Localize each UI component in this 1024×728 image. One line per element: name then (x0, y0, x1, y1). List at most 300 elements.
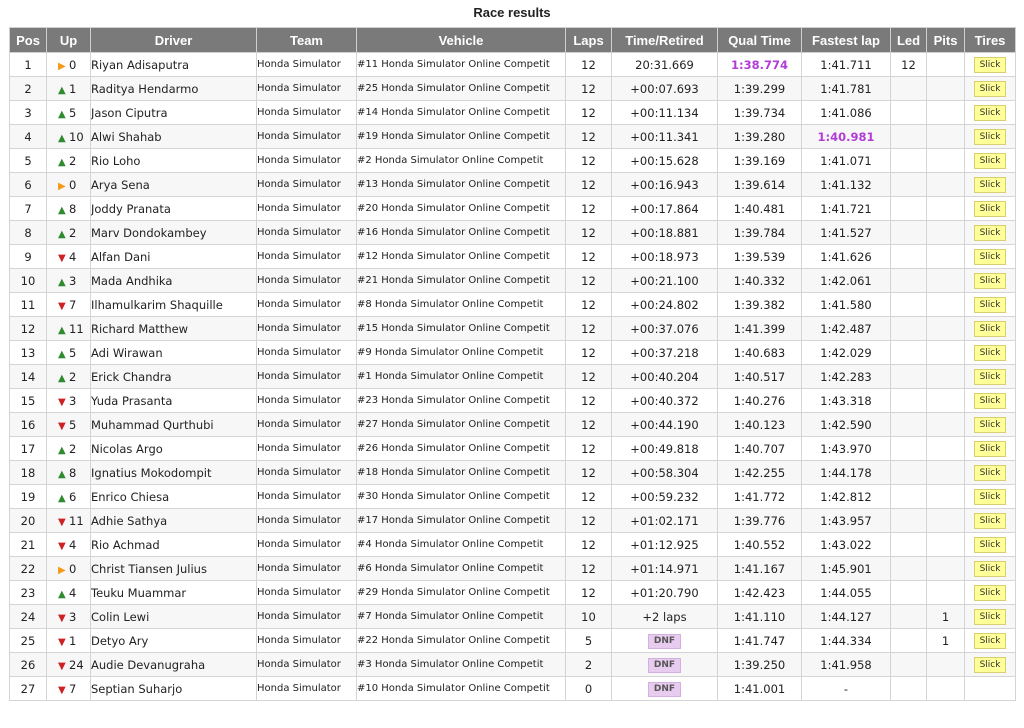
driver-cell (91, 317, 257, 341)
tires-cell (965, 461, 1016, 485)
qual-time-cell: 1:42.255 (718, 461, 802, 485)
tire-badge: Slick (974, 153, 1007, 169)
laps-cell: 12 (566, 581, 612, 605)
time-retired-cell: +00:18.973 (612, 245, 718, 269)
laps-cell: 12 (566, 173, 612, 197)
laps-cell: 12 (566, 317, 612, 341)
time-retired-cell: +00:11.134 (612, 101, 718, 125)
team-cell: Honda Simulator (257, 605, 357, 629)
fastest-lap-cell: 1:41.132 (802, 173, 891, 197)
driver-name: Erick Chandra (91, 369, 172, 384)
driver-name: Jason Ciputra (91, 105, 168, 120)
arrow-right-icon: ▶ (58, 564, 66, 576)
tire-badge: Slick (974, 537, 1007, 553)
race-results-table (9, 27, 1016, 701)
tires-cell (965, 557, 1016, 581)
positions-gained (47, 130, 90, 144)
positions-gained-value: 1 (69, 81, 77, 96)
team-cell: Honda Simulator (257, 53, 357, 77)
tire-badge: Slick (974, 177, 1007, 193)
positions-gained (47, 658, 90, 672)
tire-badge: Slick (974, 585, 1007, 601)
fastest-lap-cell: 1:41.580 (802, 293, 891, 317)
tires-cell (965, 653, 1016, 677)
pits-cell (927, 125, 965, 149)
laps-cell: 12 (566, 101, 612, 125)
pits-cell (927, 581, 965, 605)
arrow-up-icon: ▲ (58, 84, 66, 96)
driver-name: Audie Devanugraha (91, 657, 206, 672)
column-header-team[interactable]: Team (257, 28, 357, 53)
tires-cell (965, 245, 1016, 269)
time-retired-cell: 20:31.669 (612, 53, 718, 77)
qual-time-cell: 1:41.167 (718, 557, 802, 581)
team-cell: Honda Simulator (257, 365, 357, 389)
vehicle-cell: #7 Honda Simulator Online Competit (357, 605, 566, 629)
driver-name: Muhammad Qurthubi (91, 417, 214, 432)
led-cell (891, 509, 927, 533)
qual-time-cell: 1:40.552 (718, 533, 802, 557)
led-cell (891, 221, 927, 245)
team-cell: Honda Simulator (257, 149, 357, 173)
vehicle-cell: #12 Honda Simulator Online Competit (357, 245, 566, 269)
position-cell: 22 (10, 557, 47, 581)
driver-name: Alwi Shahab (91, 129, 162, 144)
table-row (10, 533, 1016, 557)
driver-cell (91, 221, 257, 245)
time-retired-cell (612, 653, 718, 677)
positions-gained (47, 394, 90, 408)
positions-gained-cell (47, 629, 91, 653)
position-cell: 14 (10, 365, 47, 389)
positions-gained-cell (47, 605, 91, 629)
positions-gained (47, 610, 90, 624)
fastest-lap-cell: 1:42.061 (802, 269, 891, 293)
time-retired-cell: +00:24.802 (612, 293, 718, 317)
time-retired-cell: +00:44.190 (612, 413, 718, 437)
qual-time-cell: 1:39.776 (718, 509, 802, 533)
table-row (10, 437, 1016, 461)
table-row (10, 389, 1016, 413)
tire-badge: Slick (974, 657, 1007, 673)
positions-gained-value: 7 (69, 681, 77, 696)
positions-gained-cell (47, 557, 91, 581)
driver-cell (91, 293, 257, 317)
fastest-lap-cell: 1:41.711 (802, 53, 891, 77)
column-header-pits[interactable]: Pits (927, 28, 965, 53)
led-cell (891, 77, 927, 101)
tires-cell (965, 269, 1016, 293)
arrow-up-icon: ▲ (58, 372, 66, 384)
led-cell (891, 629, 927, 653)
time-retired-cell: +00:49.818 (612, 437, 718, 461)
pits-cell (927, 77, 965, 101)
table-row (10, 245, 1016, 269)
column-header-qual-time[interactable]: Qual Time (718, 28, 802, 53)
positions-gained (47, 178, 90, 192)
led-cell (891, 557, 927, 581)
driver-name: Nicolas Argo (91, 441, 163, 456)
results-body (10, 53, 1016, 701)
dnf-badge: DNF (648, 658, 681, 673)
led-cell (891, 389, 927, 413)
positions-gained-cell (47, 365, 91, 389)
tire-badge: Slick (974, 273, 1007, 289)
position-cell: 5 (10, 149, 47, 173)
time-retired-cell: +01:20.790 (612, 581, 718, 605)
qual-time-cell: 1:39.250 (718, 653, 802, 677)
positions-gained-value: 24 (69, 657, 84, 672)
position-cell: 11 (10, 293, 47, 317)
tire-badge: Slick (974, 225, 1007, 241)
tires-cell (965, 437, 1016, 461)
tire-badge: Slick (974, 201, 1007, 217)
fastest-lap-cell: 1:41.626 (802, 245, 891, 269)
arrow-down-icon: ▼ (58, 516, 66, 528)
tires-cell (965, 53, 1016, 77)
qual-time-cell: 1:40.517 (718, 365, 802, 389)
fastest-lap-cell: 1:41.086 (802, 101, 891, 125)
led-cell: 12 (891, 53, 927, 77)
pits-cell (927, 197, 965, 221)
qual-time-cell: 1:38.774 (718, 53, 802, 77)
position-cell: 16 (10, 413, 47, 437)
fastest-lap-cell: 1:40.981 (802, 125, 891, 149)
positions-gained-cell (47, 125, 91, 149)
positions-gained (47, 106, 90, 120)
team-cell: Honda Simulator (257, 437, 357, 461)
tires-cell (965, 197, 1016, 221)
driver-cell (91, 53, 257, 77)
fastest-lap-cell: 1:43.970 (802, 437, 891, 461)
arrow-up-icon: ▲ (58, 156, 66, 168)
position-cell: 27 (10, 677, 47, 701)
positions-gained-cell (47, 293, 91, 317)
pits-cell (927, 317, 965, 341)
team-cell: Honda Simulator (257, 317, 357, 341)
led-cell (891, 605, 927, 629)
positions-gained (47, 250, 90, 264)
team-cell: Honda Simulator (257, 629, 357, 653)
led-cell (891, 461, 927, 485)
led-cell (891, 317, 927, 341)
position-cell: 7 (10, 197, 47, 221)
tires-cell (965, 317, 1016, 341)
arrow-right-icon: ▶ (58, 60, 66, 72)
team-cell: Honda Simulator (257, 509, 357, 533)
column-header-vehicle[interactable]: Vehicle (357, 28, 566, 53)
qual-time-cell: 1:41.399 (718, 317, 802, 341)
led-cell (891, 341, 927, 365)
driver-cell (91, 557, 257, 581)
led-cell (891, 197, 927, 221)
dnf-badge: DNF (648, 682, 681, 697)
led-cell (891, 101, 927, 125)
vehicle-cell: #3 Honda Simulator Online Competit (357, 653, 566, 677)
vehicle-cell: #13 Honda Simulator Online Competit (357, 173, 566, 197)
arrow-down-icon: ▼ (58, 420, 66, 432)
qual-time-cell: 1:41.110 (718, 605, 802, 629)
positions-gained (47, 466, 90, 480)
position-cell: 25 (10, 629, 47, 653)
arrow-up-icon: ▲ (58, 108, 66, 120)
driver-cell (91, 173, 257, 197)
positions-gained-value: 2 (69, 225, 77, 240)
qual-time-cell: 1:41.772 (718, 485, 802, 509)
laps-cell: 12 (566, 509, 612, 533)
tires-cell (965, 101, 1016, 125)
position-cell: 26 (10, 653, 47, 677)
tires-cell (965, 341, 1016, 365)
tire-badge: Slick (974, 249, 1007, 265)
fastest-lap-cell: 1:44.178 (802, 461, 891, 485)
positions-gained-value: 5 (69, 417, 77, 432)
pits-cell (927, 245, 965, 269)
qual-time-cell: 1:39.280 (718, 125, 802, 149)
driver-name: Adhie Sathya (91, 513, 168, 528)
positions-gained-cell (47, 317, 91, 341)
positions-gained (47, 514, 90, 528)
table-row (10, 101, 1016, 125)
tires-cell (965, 221, 1016, 245)
driver-cell (91, 485, 257, 509)
column-header-pos[interactable]: Pos (10, 28, 47, 53)
position-cell: 23 (10, 581, 47, 605)
fastest-lap-cell: 1:45.901 (802, 557, 891, 581)
column-header-up[interactable]: Up (47, 28, 91, 53)
positions-gained-value: 3 (69, 609, 77, 624)
laps-cell: 12 (566, 533, 612, 557)
arrow-up-icon: ▲ (58, 132, 66, 144)
driver-name: Raditya Hendarmo (91, 81, 199, 96)
qual-time-cell: 1:39.734 (718, 101, 802, 125)
fastest-lap-cell: 1:42.590 (802, 413, 891, 437)
pits-cell (927, 53, 965, 77)
laps-cell: 12 (566, 221, 612, 245)
qual-time-cell: 1:40.683 (718, 341, 802, 365)
positions-gained-value: 10 (69, 129, 84, 144)
driver-cell (91, 197, 257, 221)
time-retired-cell: +00:37.218 (612, 341, 718, 365)
vehicle-cell: #26 Honda Simulator Online Competit (357, 437, 566, 461)
vehicle-cell: #18 Honda Simulator Online Competit (357, 461, 566, 485)
driver-name: Mada Andhika (91, 273, 173, 288)
team-cell: Honda Simulator (257, 533, 357, 557)
pits-cell: 1 (927, 605, 965, 629)
fastest-lap-cell: 1:44.334 (802, 629, 891, 653)
table-row (10, 293, 1016, 317)
vehicle-cell: #20 Honda Simulator Online Competit (357, 197, 566, 221)
team-cell: Honda Simulator (257, 125, 357, 149)
position-cell: 2 (10, 77, 47, 101)
tires-cell (965, 605, 1016, 629)
tire-badge: Slick (974, 393, 1007, 409)
pits-cell (927, 485, 965, 509)
laps-cell: 12 (566, 149, 612, 173)
fastest-lap-cell: 1:41.721 (802, 197, 891, 221)
driver-cell (91, 413, 257, 437)
vehicle-cell: #15 Honda Simulator Online Competit (357, 317, 566, 341)
driver-name: Joddy Pranata (91, 201, 171, 216)
arrow-down-icon: ▼ (58, 300, 66, 312)
positions-gained-value: 2 (69, 153, 77, 168)
pits-cell (927, 437, 965, 461)
team-cell: Honda Simulator (257, 677, 357, 701)
table-row (10, 77, 1016, 101)
tires-cell (965, 77, 1016, 101)
vehicle-cell: #27 Honda Simulator Online Competit (357, 413, 566, 437)
positions-gained (47, 418, 90, 432)
positions-gained (47, 370, 90, 384)
pits-cell (927, 221, 965, 245)
driver-name: Riyan Adisaputra (91, 57, 190, 72)
driver-cell (91, 389, 257, 413)
time-retired-cell (612, 629, 718, 653)
vehicle-cell: #19 Honda Simulator Online Competit (357, 125, 566, 149)
driver-name: Christ Tiansen Julius (91, 561, 207, 576)
time-retired-cell: +00:40.204 (612, 365, 718, 389)
led-cell (891, 125, 927, 149)
fastest-lap-cell: 1:41.527 (802, 221, 891, 245)
laps-cell: 12 (566, 269, 612, 293)
positions-gained (47, 538, 90, 552)
laps-cell: 12 (566, 413, 612, 437)
positions-gained-cell (47, 509, 91, 533)
positions-gained-value: 8 (69, 201, 77, 216)
led-cell (891, 653, 927, 677)
driver-cell (91, 629, 257, 653)
tire-badge: Slick (974, 441, 1007, 457)
pits-cell (927, 557, 965, 581)
vehicle-cell: #29 Honda Simulator Online Competit (357, 581, 566, 605)
table-row (10, 485, 1016, 509)
team-cell: Honda Simulator (257, 485, 357, 509)
laps-cell: 2 (566, 653, 612, 677)
table-row (10, 53, 1016, 77)
pits-cell (927, 365, 965, 389)
positions-gained-cell (47, 221, 91, 245)
positions-gained-cell (47, 245, 91, 269)
team-cell: Honda Simulator (257, 341, 357, 365)
positions-gained-cell (47, 173, 91, 197)
led-cell (891, 245, 927, 269)
position-cell: 4 (10, 125, 47, 149)
driver-name: Teuku Muammar (91, 585, 187, 600)
team-cell: Honda Simulator (257, 173, 357, 197)
qual-time-cell: 1:40.123 (718, 413, 802, 437)
driver-cell (91, 533, 257, 557)
arrow-down-icon: ▼ (58, 660, 66, 672)
arrow-down-icon: ▼ (58, 684, 66, 696)
positions-gained (47, 562, 90, 576)
tires-cell (965, 293, 1016, 317)
column-header-laps[interactable]: Laps (566, 28, 612, 53)
fastest-lap-cell: 1:41.071 (802, 149, 891, 173)
driver-cell (91, 125, 257, 149)
team-cell: Honda Simulator (257, 413, 357, 437)
vehicle-cell: #10 Honda Simulator Online Competit (357, 677, 566, 701)
time-retired-cell: +01:14.971 (612, 557, 718, 581)
qual-time-cell: 1:40.481 (718, 197, 802, 221)
column-header-led[interactable]: Led (891, 28, 927, 53)
vehicle-cell: #2 Honda Simulator Online Competit (357, 149, 566, 173)
team-cell: Honda Simulator (257, 221, 357, 245)
fastest-lap-cell: 1:43.318 (802, 389, 891, 413)
tires-cell (965, 173, 1016, 197)
positions-gained (47, 586, 90, 600)
positions-gained (47, 634, 90, 648)
position-cell: 12 (10, 317, 47, 341)
column-header-time-retired[interactable]: Time/Retired (612, 28, 718, 53)
table-row (10, 317, 1016, 341)
positions-gained-cell (47, 269, 91, 293)
fastest-lap-cell: 1:41.781 (802, 77, 891, 101)
tire-badge: Slick (974, 489, 1007, 505)
positions-gained-cell (47, 149, 91, 173)
vehicle-cell: #21 Honda Simulator Online Competit (357, 269, 566, 293)
vehicle-cell: #4 Honda Simulator Online Competit (357, 533, 566, 557)
positions-gained-cell (47, 413, 91, 437)
positions-gained-value: 0 (69, 561, 77, 576)
tire-badge: Slick (974, 369, 1007, 385)
table-row (10, 173, 1016, 197)
qual-time-cell: 1:39.539 (718, 245, 802, 269)
tire-badge: Slick (974, 465, 1007, 481)
fastest-lap-cell: 1:42.029 (802, 341, 891, 365)
positions-gained-cell (47, 677, 91, 701)
table-row (10, 653, 1016, 677)
arrow-down-icon: ▼ (58, 612, 66, 624)
column-header-tires[interactable]: Tires (965, 28, 1016, 53)
pits-cell (927, 341, 965, 365)
qual-time-cell: 1:40.276 (718, 389, 802, 413)
tire-badge: Slick (974, 81, 1007, 97)
position-cell: 3 (10, 101, 47, 125)
team-cell: Honda Simulator (257, 197, 357, 221)
table-row (10, 341, 1016, 365)
table-row (10, 677, 1016, 701)
column-header-driver[interactable]: Driver (91, 28, 257, 53)
positions-gained (47, 298, 90, 312)
pits-cell (927, 173, 965, 197)
time-retired-cell: +2 laps (612, 605, 718, 629)
header-row (10, 28, 1016, 53)
column-header-fastest-lap[interactable]: Fastest lap (802, 28, 891, 53)
laps-cell: 12 (566, 341, 612, 365)
dnf-badge: DNF (648, 634, 681, 649)
arrow-up-icon: ▲ (58, 276, 66, 288)
positions-gained (47, 346, 90, 360)
led-cell (891, 677, 927, 701)
laps-cell: 12 (566, 245, 612, 269)
vehicle-cell: #6 Honda Simulator Online Competit (357, 557, 566, 581)
laps-cell: 12 (566, 293, 612, 317)
positions-gained-value: 0 (69, 177, 77, 192)
qual-time-cell: 1:42.423 (718, 581, 802, 605)
pits-cell (927, 389, 965, 413)
vehicle-cell: #16 Honda Simulator Online Competit (357, 221, 566, 245)
tires-cell (965, 389, 1016, 413)
laps-cell: 12 (566, 557, 612, 581)
tires-cell (965, 413, 1016, 437)
table-row (10, 413, 1016, 437)
driver-name: Ignatius Mokodompit (91, 465, 212, 480)
tires-cell (965, 677, 1016, 701)
table-row (10, 629, 1016, 653)
vehicle-cell: #17 Honda Simulator Online Competit (357, 509, 566, 533)
driver-cell (91, 77, 257, 101)
time-retired-cell: +00:17.864 (612, 197, 718, 221)
